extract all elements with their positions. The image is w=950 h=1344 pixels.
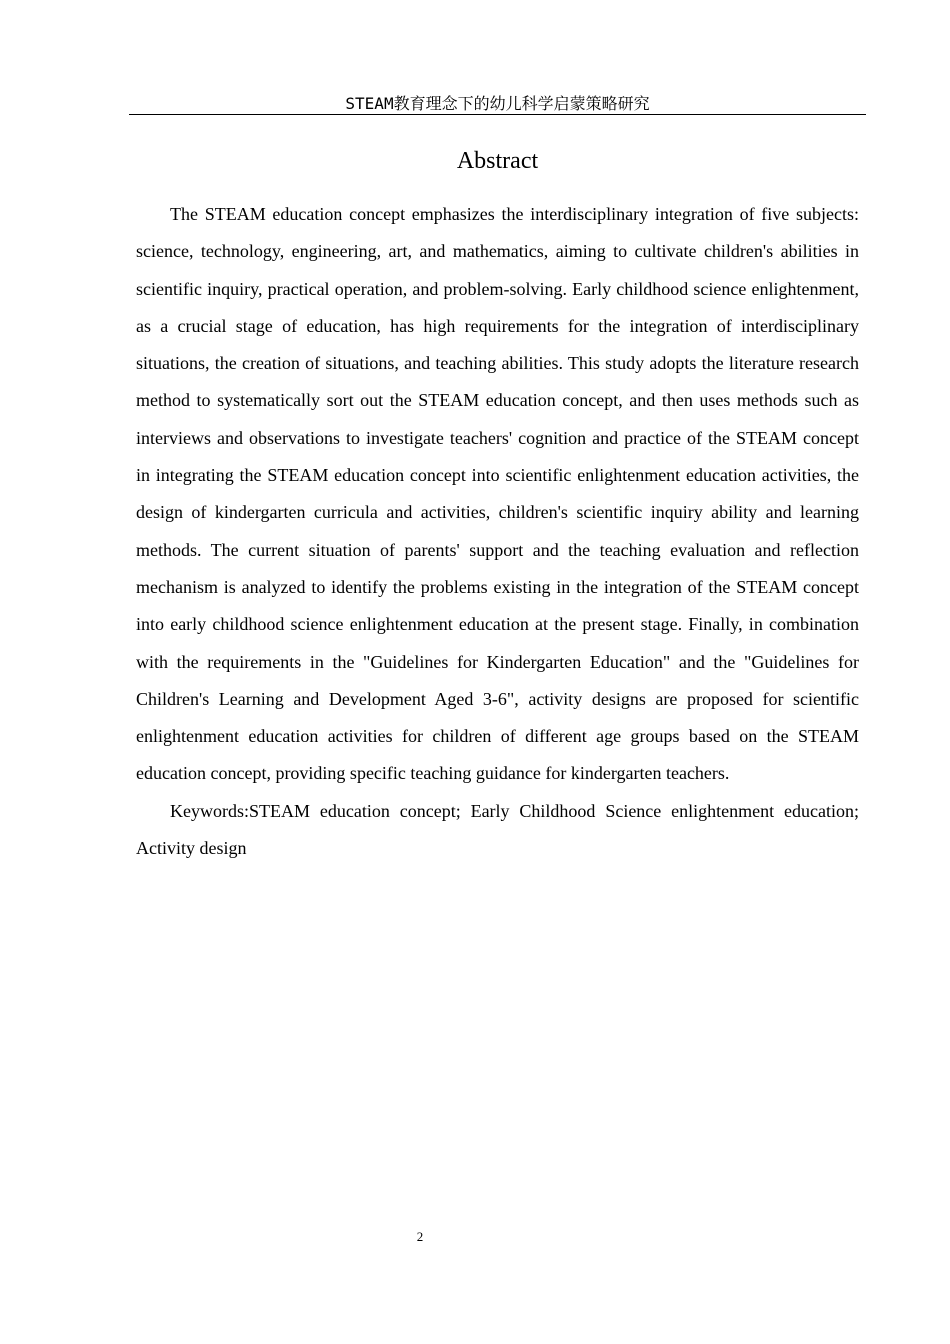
running-header: STEAM教育理念下的幼儿科学启蒙策略研究 bbox=[345, 94, 650, 113]
header-divider bbox=[129, 114, 866, 115]
abstract-title: Abstract bbox=[456, 148, 539, 174]
abstract-paragraph: The STEAM education concept emphasizes the interdisciplinary integration of five subjects: science, technology, engineering, art, and mathematics, aiming to cultivate children's abilities in scientific inquiry, practical operation, and problem-solving. Early childhood science enlightenment, as a crucial stage of education, has high requirements for the integration of interdisciplinary situations, the creation of situations, and teaching abilities. This study adopts the literature research method to systematically sort out the STEAM education concept, and then uses methods such as interviews and observations to investigate teachers' cognition and practice of the STEAM concept in integrating the STEAM education concept into scientific enlightenment education activities, the design of kindergarten curricula and activities, children's scientific inquiry ability and learning methods. The current situation of parents' support and the teaching evaluation and reflection mechanism is analyzed to identify the problems existing in the integration of the STEAM concept into early childhood science enlightenment education at the present stage. Finally, in combination with the requirements in the "Guidelines for Kindergarten Education" and the "Guidelines for Children's Learning and Development Aged 3-6", activity designs are proposed for scientific enlightenment education activities for children of different age groups based on the STEAM education concept, providing specific teaching guidance for kindergarten teachers. bbox=[136, 204, 859, 784]
keywords-paragraph: Keywords:STEAM education concept; Early Childhood Science enlightenment education; Activity design bbox=[136, 800, 859, 859]
abstract-section bbox=[136, 196, 859, 867]
page-number: 2 bbox=[416, 1229, 424, 1244]
